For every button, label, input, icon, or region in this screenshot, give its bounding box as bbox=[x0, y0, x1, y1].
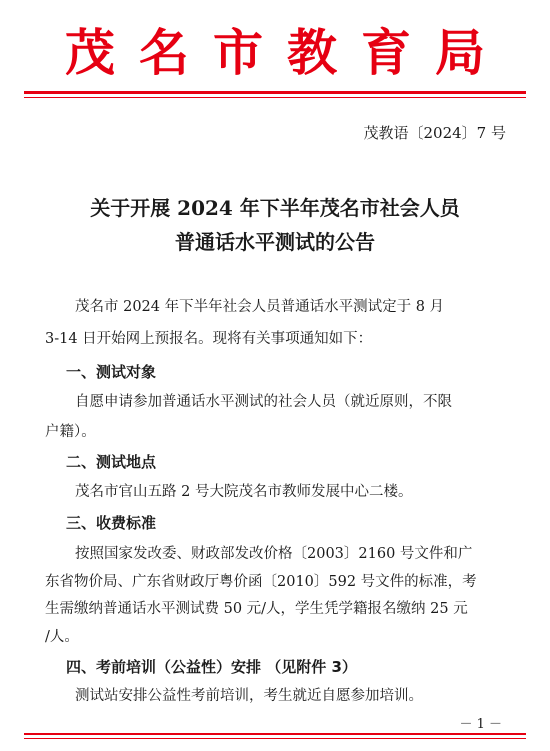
intro-line1: 茂名市 2024 年下半年社会人员普通话水平测试定于 8 月 bbox=[75, 299, 445, 315]
section-heading-3: 三、收费标准 bbox=[66, 514, 157, 532]
letterhead-rule-thick bbox=[24, 91, 526, 94]
footer-rule-thin bbox=[24, 738, 526, 739]
section3-line4: /人。 bbox=[45, 629, 79, 645]
intro-line2: 3-14 日开始网上预报名。现将有关事项通知如下： bbox=[45, 331, 373, 347]
letterhead-title: 茂名市教育局 bbox=[65, 23, 509, 82]
section2-line1: 茂名市官山五路 2 号大院茂名市教师发展中心二楼。 bbox=[75, 484, 413, 500]
section-heading-4: 四、考前培训（公益性）安排 （见附件 3） bbox=[66, 658, 357, 676]
document-title-line2: 普通话水平测试的公告 bbox=[175, 230, 375, 254]
section1-line1: 自愿申请参加普通话水平测试的社会人员（就近原则，不限 bbox=[75, 394, 452, 410]
letterhead-rule-thin bbox=[24, 97, 526, 98]
section3-line1: 按照国家发改委、财政部发改价格〔2003〕2160 号文件和广 bbox=[75, 546, 473, 562]
footer-rule-thick bbox=[24, 733, 526, 735]
document-title-line1: 关于开展 2024 年下半年茂名市社会人员 bbox=[90, 196, 460, 220]
section-heading-2: 二、测试地点 bbox=[66, 453, 157, 471]
section3-line2: 东省物价局、广东省财政厅粤价函〔2010〕592 号文件的标准，考 bbox=[45, 574, 477, 590]
page-number: － 1 － bbox=[459, 717, 502, 732]
section4-line1: 测试站安排公益性考前培训，考生就近自愿参加培训。 bbox=[75, 688, 423, 704]
section3-line3: 生需缴纳普通话水平测试费 50 元/人，学生凭学籍报名缴纳 25 元 bbox=[45, 601, 468, 617]
section-heading-1: 一、测试对象 bbox=[66, 363, 157, 381]
section1-line2: 户籍）。 bbox=[45, 424, 96, 440]
document-number: 茂教语〔2024〕7 号 bbox=[363, 124, 506, 142]
